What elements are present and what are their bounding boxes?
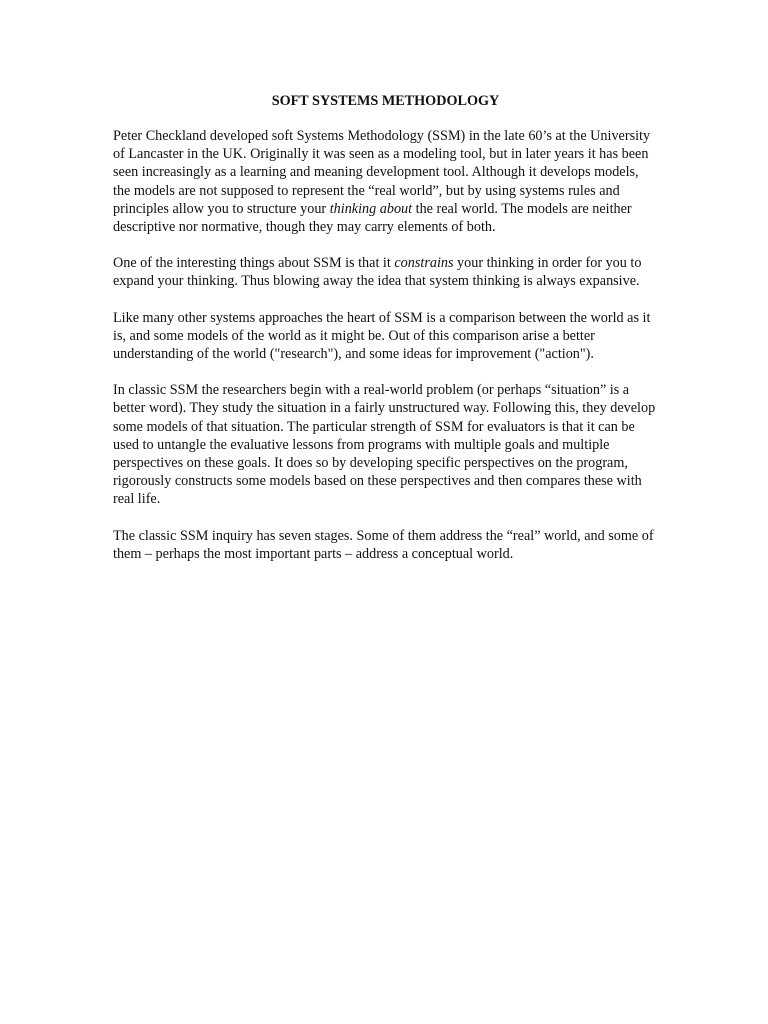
paragraph-1-text-a: Peter Checkland developed soft Systems Methodology (SSM) in the late 60’s at the University of Lancaster in the UK. Originally it was seen as a modeling tool, but in later years it has been seen increasingly as a learning and meaning development tool. Although it develops models, the models are not supposed to represent the “real world”, but by using systems rules and principles allow you to structure your — [113, 128, 651, 217]
paragraph-1 — [113, 127, 658, 236]
document-body — [113, 92, 658, 581]
paragraph-2-emphasis: constrains — [394, 255, 454, 272]
paragraph-4: In classic SSM the researchers begin with a real-world problem (or perhaps “situation” is a better word). They study the situation in a fairly unstructured way. Following this, they develop some models of that situation. The particular strength of SSM for evaluators is that it can be used to untangle the evaluative lessons from programs with multiple goals and multiple perspectives on these goals. It does so by developing specific perspectives on the program, rigorously constructs some models based on these perspectives and then compares these with real life. — [113, 382, 656, 508]
paragraph-2 — [113, 254, 658, 290]
paragraph-1-emphasis: thinking about — [329, 200, 413, 217]
document-title: SOFT SYSTEMS METHODOLOGY — [271, 93, 500, 109]
paragraph-5: The classic SSM inquiry has seven stages. Some of them address the “real” world, and some of them – perhaps the most important parts – address a conceptual world. — [113, 527, 654, 562]
paragraph-2-text-a: One of the interesting things about SSM is that it — [113, 255, 395, 272]
paragraph-1-text-b: the real world. The models are neither descriptive nor normative, though they may carry elements of both. — [113, 200, 632, 236]
paragraph-2-text-b: your thinking in order for you to expand your thinking. Thus blowing away the idea that system thinking is always expansive. — [113, 255, 642, 290]
paragraph-3: Like many other systems approaches the heart of SSM is a comparison between the world as it is, and some models of the world as it might be. Out of this comparison arise a better understanding of the world ("research"), and some ideas for improvement ("action"). — [113, 309, 651, 363]
